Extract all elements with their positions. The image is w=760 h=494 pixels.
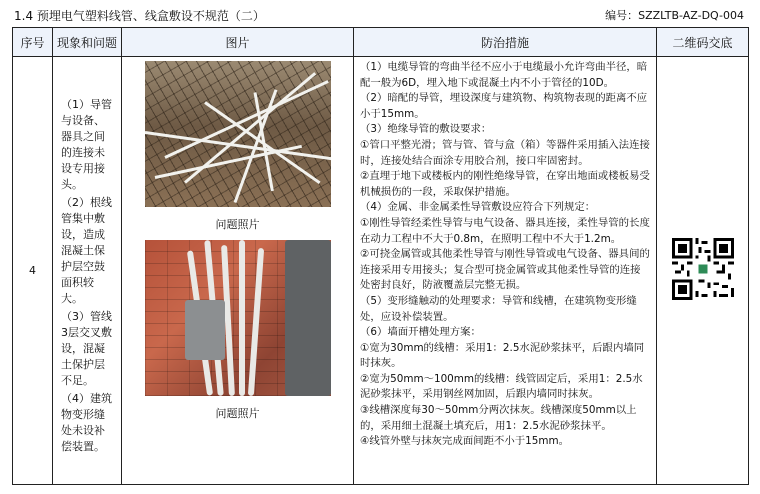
issue-item: （1）导管与设备、器具之间的连接未设专用接头。 xyxy=(61,98,112,191)
measure-line: ①管口平整光滑；管与管、管与盒（箱）等器件采用插入法连接时，连接处结合面涂专用胶合剂，接口牢固密封。 xyxy=(360,138,650,167)
column-header-issue: 现象和问题 xyxy=(53,28,122,57)
problem-photo-rebar-conduits xyxy=(145,61,331,207)
measure-line: ②直埋于地下或楼板内的刚性绝缘导管，在穿出地面或楼板易受机械损伤的一段，采取保护措施。 xyxy=(360,170,650,198)
measure-line: （2）暗配的导管，埋设深度与建筑物、构筑物表现的距离不应小于15mm。 xyxy=(360,92,648,120)
measure-line: ②宽为50mm～100mm的线槽：线管固定后，采用1：2.5水泥砂浆抹平，采用钢丝网加固，后跟内墙同时抹灰。 xyxy=(360,372,643,401)
photo-caption: 问题照片 xyxy=(215,407,260,420)
column-header-picture: 图片 xyxy=(122,28,354,57)
qr-code-icon[interactable] xyxy=(672,238,734,300)
issue-item: （3）管线3层交叉敷设，混凝土保护层不足。 xyxy=(61,310,112,387)
table-row xyxy=(13,57,749,485)
issue-item: （2）根线管集中敷设，造成混凝土保护层空鼓面积较大。 xyxy=(61,196,112,305)
measures-cell xyxy=(354,57,657,485)
guideline-table xyxy=(12,27,749,485)
row-number: 4 xyxy=(13,57,53,485)
issue-cell xyxy=(53,57,122,485)
document-title: 1.4 预埋电气塑料线管、线盒敷设不规范（二） xyxy=(14,9,265,23)
measure-line: ③线槽深度每30～50mm分两次抹灰。线槽深度50mm以上的，采用细土混凝土填充后，用1：2.5水泥砂浆抹平。 xyxy=(360,404,637,432)
measure-line: （4）金属、非金属柔性导管敷设应符合下列规定： xyxy=(360,201,596,214)
column-header-number: 序号 xyxy=(13,28,53,57)
table-header-row xyxy=(13,28,749,57)
measure-line: ①刚性导管经柔性导管与电气设备、器具连接，柔性导管的长度在动力工程中不大于0.8m，在照明工程中不大于1.2m。 xyxy=(360,216,650,245)
measure-line: ①宽为30mm的线槽：采用1：2.5水泥砂浆抹平，后跟内墙同时抹灰。 xyxy=(360,341,645,370)
measure-line: （3）绝缘导管的敷设要求： xyxy=(360,123,492,136)
measure-line: （1）电缆导管的弯曲半径不应小于电缆最小允许弯曲半径，暗配一般为6D，埋入地下或混凝土内不小于管径的10D。 xyxy=(360,61,648,89)
measure-line: （5）变形缝触动的处理要求：导管和线槽，在建筑物变形缝处，应设补偿装置。 xyxy=(360,294,637,323)
photo-caption: 问题照片 xyxy=(215,218,260,231)
measure-line: ④线管外壁与抹灰完成面间距不小于15mm。 xyxy=(360,435,570,448)
issue-item: （4）建筑物变形缝处未设补偿装置。 xyxy=(61,392,112,453)
document-code: 编号：SZZLTB-AZ-DQ-004 xyxy=(605,9,744,22)
picture-cell xyxy=(122,57,354,485)
column-header-measures: 防治措施 xyxy=(354,28,657,57)
problem-photo-wall-conduits xyxy=(145,240,331,396)
column-header-qr: 二维码交底 xyxy=(657,28,749,57)
measure-line: （6）墙面开槽处理方案： xyxy=(360,326,481,339)
qr-cell xyxy=(657,57,749,485)
measure-line: ②可挠金属管或其他柔性导管与刚性导管或电气设备、器具间的连接采用专用接头；复合型可挠金属管或其他柔性导管的连接处密封良好，防液覆盖层完整无损。 xyxy=(360,248,650,292)
